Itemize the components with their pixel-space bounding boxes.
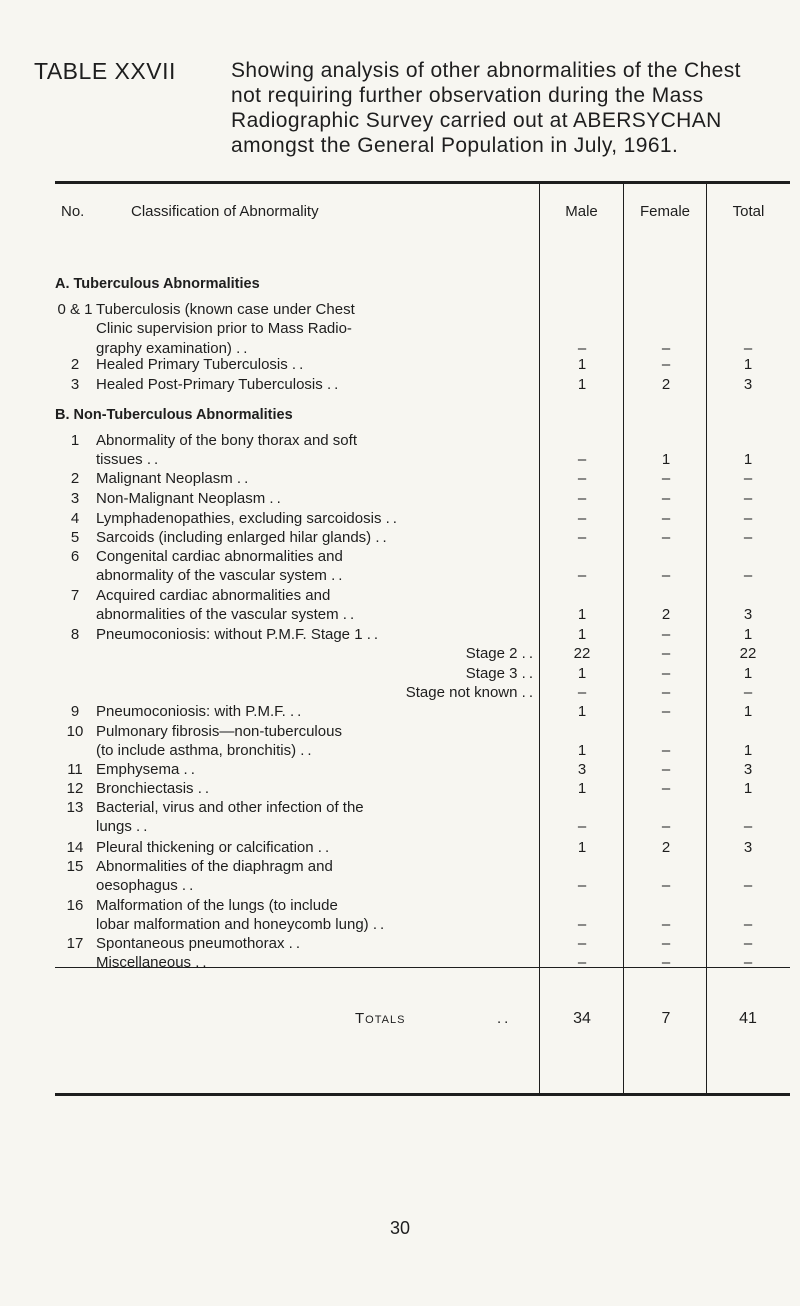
row-leader-dots: .. — [385, 510, 400, 527]
total-value: 1 — [743, 356, 753, 373]
male-value: 1 — [577, 606, 587, 624]
row-label-line — [96, 548, 536, 565]
male-value: – — [577, 451, 587, 469]
total-value: 1 — [743, 703, 753, 720]
table-top-rule — [55, 181, 790, 184]
row-label-text: Clinic supervision prior to Mass Radio- — [96, 320, 352, 338]
male-value: 1 — [577, 839, 587, 856]
row-leader-dots: .. — [289, 703, 305, 720]
header-total: Total — [732, 203, 765, 220]
row-label-line — [96, 723, 536, 740]
total-value: – — [743, 339, 753, 357]
totals-total: 41 — [739, 1010, 757, 1027]
male-value: – — [577, 877, 587, 895]
row-label-text: Lymphadenopathies, excluding sarcoidosis — [96, 510, 382, 527]
row-leader-dots: .. — [291, 356, 307, 373]
female-value: – — [661, 339, 671, 357]
row-number: 5 — [70, 529, 80, 546]
total-value: – — [743, 470, 753, 487]
male-value: – — [577, 818, 587, 836]
row-label-text: lungs — [96, 818, 132, 836]
row-label-text: Pneumoconiosis: without P.M.F. Stage 1 — [96, 626, 363, 643]
male-value: – — [577, 567, 587, 585]
row-label-text: Stage 2 — [465, 645, 518, 662]
row-leader-dots: .. — [236, 339, 251, 357]
row-label-line — [96, 320, 536, 337]
row-number: 7 — [70, 587, 80, 604]
row-number: 3 — [70, 376, 80, 393]
female-value: – — [661, 645, 671, 662]
male-value: – — [577, 684, 587, 701]
row-label-text: Bacterial, virus and other infection of the — [96, 799, 364, 816]
total-value: 1 — [743, 742, 753, 760]
row-number: 2 — [70, 470, 80, 487]
total-value: – — [743, 490, 753, 507]
row-leader-dots: .. — [197, 780, 213, 797]
totals-label: Totals — [355, 1010, 406, 1027]
total-value: – — [743, 935, 753, 952]
row-label-text: tissues — [96, 451, 143, 469]
row-label-line — [96, 529, 536, 546]
total-value: 3 — [743, 839, 753, 856]
row-number: 4 — [70, 510, 80, 527]
table-caption: Showing analysis of other abnormalities of the Chest not requiring further observation during the Mass Radiographic Survey carried out at ABERSYCHAN amongst the General Population in July, 1961. — [231, 59, 741, 157]
row-label-line — [96, 340, 536, 357]
female-value: 2 — [661, 376, 671, 393]
row-label-line — [96, 301, 536, 318]
total-value: – — [743, 916, 753, 934]
row-number: 10 — [66, 723, 84, 740]
row-label-text: Spontaneous pneumothorax — [96, 935, 285, 952]
male-value: – — [577, 529, 587, 546]
row-leader-dots: .. — [195, 954, 210, 971]
row-label-text: Healed Primary Tuberculosis — [96, 356, 288, 373]
totals-male: 34 — [573, 1010, 591, 1027]
row-label-text: lobar malformation and honeycomb lung) — [96, 916, 369, 934]
row-number: 13 — [66, 799, 84, 816]
row-leader-dots: .. — [366, 626, 382, 643]
male-value: 1 — [577, 376, 587, 393]
row-label-line — [96, 761, 536, 778]
female-value: – — [661, 490, 671, 507]
female-value: – — [661, 567, 671, 585]
female-value: – — [661, 954, 671, 971]
column-divider-total — [706, 184, 707, 1093]
female-value: – — [661, 703, 671, 720]
header-male: Male — [565, 203, 598, 220]
row-leader-dots: .. — [236, 470, 252, 487]
female-value: 1 — [661, 451, 671, 469]
row-label-line — [96, 954, 536, 971]
row-leader-dots: .. — [331, 567, 346, 585]
row-number: 9 — [70, 703, 80, 720]
male-value: 1 — [577, 626, 587, 643]
row-label-text: Abnormality of the bony thorax and soft — [96, 432, 357, 449]
female-value: – — [661, 356, 671, 373]
female-value: 2 — [661, 839, 671, 856]
row-label-line — [96, 356, 536, 373]
row-label-line — [96, 877, 536, 894]
female-value: – — [661, 626, 671, 643]
row-label-line — [96, 626, 536, 643]
row-label-text: Abnormalities of the diaphragm and — [96, 858, 333, 875]
section-heading-tuberculous: A. Tuberculous Abnormalities — [55, 276, 260, 292]
row-label-text: Tuberculosis (known case under Chest — [96, 301, 355, 318]
row-label-text: Sarcoids (including enlarged hilar glands) — [96, 529, 372, 546]
row-label-text: Miscellaneous — [96, 954, 192, 971]
row-label-text: Healed Post-Primary Tuberculosis — [96, 376, 323, 393]
row-number: 6 — [70, 548, 80, 565]
totals-female: 7 — [661, 1010, 671, 1027]
row-leader-dots: .. — [342, 606, 358, 624]
female-value: – — [661, 742, 671, 760]
total-value: 1 — [743, 451, 753, 469]
total-value: 3 — [743, 606, 753, 624]
total-value: – — [743, 684, 753, 701]
page-number: 30 — [389, 1218, 411, 1238]
row-label-text: Congenital cardiac abnormalities and — [96, 548, 343, 565]
row-label-line — [96, 665, 536, 682]
row-label-text: Pneumoconiosis: with P.M.F. — [96, 703, 286, 720]
total-value: 3 — [743, 376, 753, 393]
row-label-line — [96, 839, 536, 856]
row-label-line — [96, 935, 536, 952]
row-label-line — [96, 490, 536, 507]
female-value: – — [661, 510, 671, 527]
female-value: – — [661, 877, 671, 895]
row-label-line — [96, 818, 536, 835]
male-value: 22 — [573, 645, 591, 662]
total-value: 1 — [743, 780, 753, 797]
female-value: – — [661, 529, 671, 546]
row-leader-dots: .. — [288, 935, 303, 952]
male-value: 1 — [577, 665, 587, 682]
row-label-line — [96, 470, 536, 487]
female-value: – — [661, 665, 671, 682]
row-leader-dots: .. — [521, 684, 536, 701]
total-value: 3 — [743, 761, 753, 778]
row-label-line — [96, 684, 536, 701]
female-value: – — [661, 761, 671, 778]
row-number: 3 — [70, 490, 80, 507]
row-leader-dots: .. — [521, 665, 536, 682]
row-label-text: oesophagus — [96, 877, 178, 895]
female-value: – — [661, 916, 671, 934]
total-value: – — [743, 529, 753, 546]
female-value: – — [661, 470, 671, 487]
row-label-line — [96, 510, 536, 527]
row-number: 14 — [66, 839, 84, 856]
header-classification: Classification of Abnormality — [131, 203, 319, 220]
row-label-line — [96, 780, 536, 797]
row-label-text: Stage not known — [405, 684, 518, 701]
row-number: 1 — [70, 432, 80, 449]
row-label-line — [96, 645, 536, 662]
row-label-text: Emphysema — [96, 761, 180, 778]
female-value: – — [661, 780, 671, 797]
row-label-line — [96, 451, 536, 468]
row-number: 0 & 1 — [57, 301, 93, 318]
row-number: 17 — [66, 935, 84, 952]
row-label-line — [96, 742, 536, 759]
table-bottom-rule — [55, 1093, 790, 1096]
male-value: 3 — [577, 761, 587, 778]
total-value: – — [743, 877, 753, 895]
row-label-line — [96, 897, 536, 914]
row-label-text: abnormality of the vascular system — [96, 567, 327, 585]
male-value: 1 — [577, 703, 587, 720]
total-value: – — [743, 954, 753, 971]
row-leader-dots: .. — [269, 490, 284, 507]
female-value: – — [661, 935, 671, 952]
row-label-text: Non-Malignant Neoplasm — [96, 490, 266, 507]
row-label-line — [96, 606, 536, 623]
male-value: 1 — [577, 780, 587, 797]
row-leader-dots: .. — [181, 877, 197, 895]
total-value: – — [743, 818, 753, 836]
male-value: – — [577, 490, 587, 507]
male-value: 1 — [577, 356, 587, 373]
row-label-text: graphy examination) — [96, 339, 232, 357]
row-label-text: Pleural thickening or calcification — [96, 839, 314, 856]
male-value: – — [577, 510, 587, 527]
total-value: 1 — [743, 665, 753, 682]
male-value: – — [577, 954, 587, 971]
total-value: 1 — [743, 626, 753, 643]
row-label-text: abnormalities of the vascular system — [96, 606, 339, 624]
row-number: 15 — [66, 858, 84, 875]
row-label-text: (to include asthma, bronchitis) — [96, 742, 297, 760]
female-value: 2 — [661, 606, 671, 624]
row-number: 16 — [66, 897, 84, 914]
total-value: – — [743, 510, 753, 527]
section-heading-non-tuberculous: B. Non-Tuberculous Abnormalities — [55, 407, 293, 423]
row-label-text: Stage 3 — [465, 665, 518, 682]
row-leader-dots: .. — [317, 839, 333, 856]
row-label-text: Acquired cardiac abnormalities and — [96, 587, 331, 604]
row-label-text: Malignant Neoplasm — [96, 470, 233, 487]
male-value: – — [577, 339, 587, 357]
row-number: 2 — [70, 356, 80, 373]
total-value: – — [743, 567, 753, 585]
row-label-line — [96, 799, 536, 816]
row-leader-dots: .. — [300, 742, 315, 760]
row-number: 12 — [66, 780, 84, 797]
row-number: 8 — [70, 626, 80, 643]
female-value: – — [661, 818, 671, 836]
row-number: 11 — [67, 761, 83, 778]
header-no: No. — [61, 203, 85, 220]
table-number: TABLE XXVII — [34, 58, 176, 84]
row-label-line — [96, 376, 536, 393]
row-label-line — [96, 916, 536, 933]
row-label-text: Malformation of the lungs (to include — [96, 897, 338, 914]
row-leader-dots: .. — [521, 645, 536, 662]
column-divider-male — [539, 184, 540, 1093]
totals-leader: .. — [497, 1010, 512, 1027]
column-divider-female — [623, 184, 624, 1093]
female-value: – — [661, 684, 671, 701]
row-label-text: Bronchiectasis — [96, 780, 194, 797]
male-value: – — [577, 916, 587, 934]
row-leader-dots: .. — [326, 376, 342, 393]
total-value: 22 — [739, 645, 757, 662]
row-leader-dots: .. — [136, 818, 151, 836]
row-label-line — [96, 567, 536, 584]
abnormality-table — [55, 181, 790, 1098]
row-leader-dots: .. — [375, 529, 390, 546]
male-value: 1 — [577, 742, 587, 760]
row-label-line — [96, 432, 536, 449]
header-female: Female — [639, 203, 691, 220]
row-label-line — [96, 587, 536, 604]
row-leader-dots: .. — [146, 451, 162, 469]
row-label-line — [96, 703, 536, 720]
row-leader-dots: .. — [372, 916, 388, 934]
male-value: – — [577, 470, 587, 487]
male-value: – — [577, 935, 587, 952]
row-label-line — [96, 858, 536, 875]
row-label-text: Pulmonary fibrosis—non-tuberculous — [96, 723, 342, 740]
row-leader-dots: .. — [183, 761, 198, 778]
